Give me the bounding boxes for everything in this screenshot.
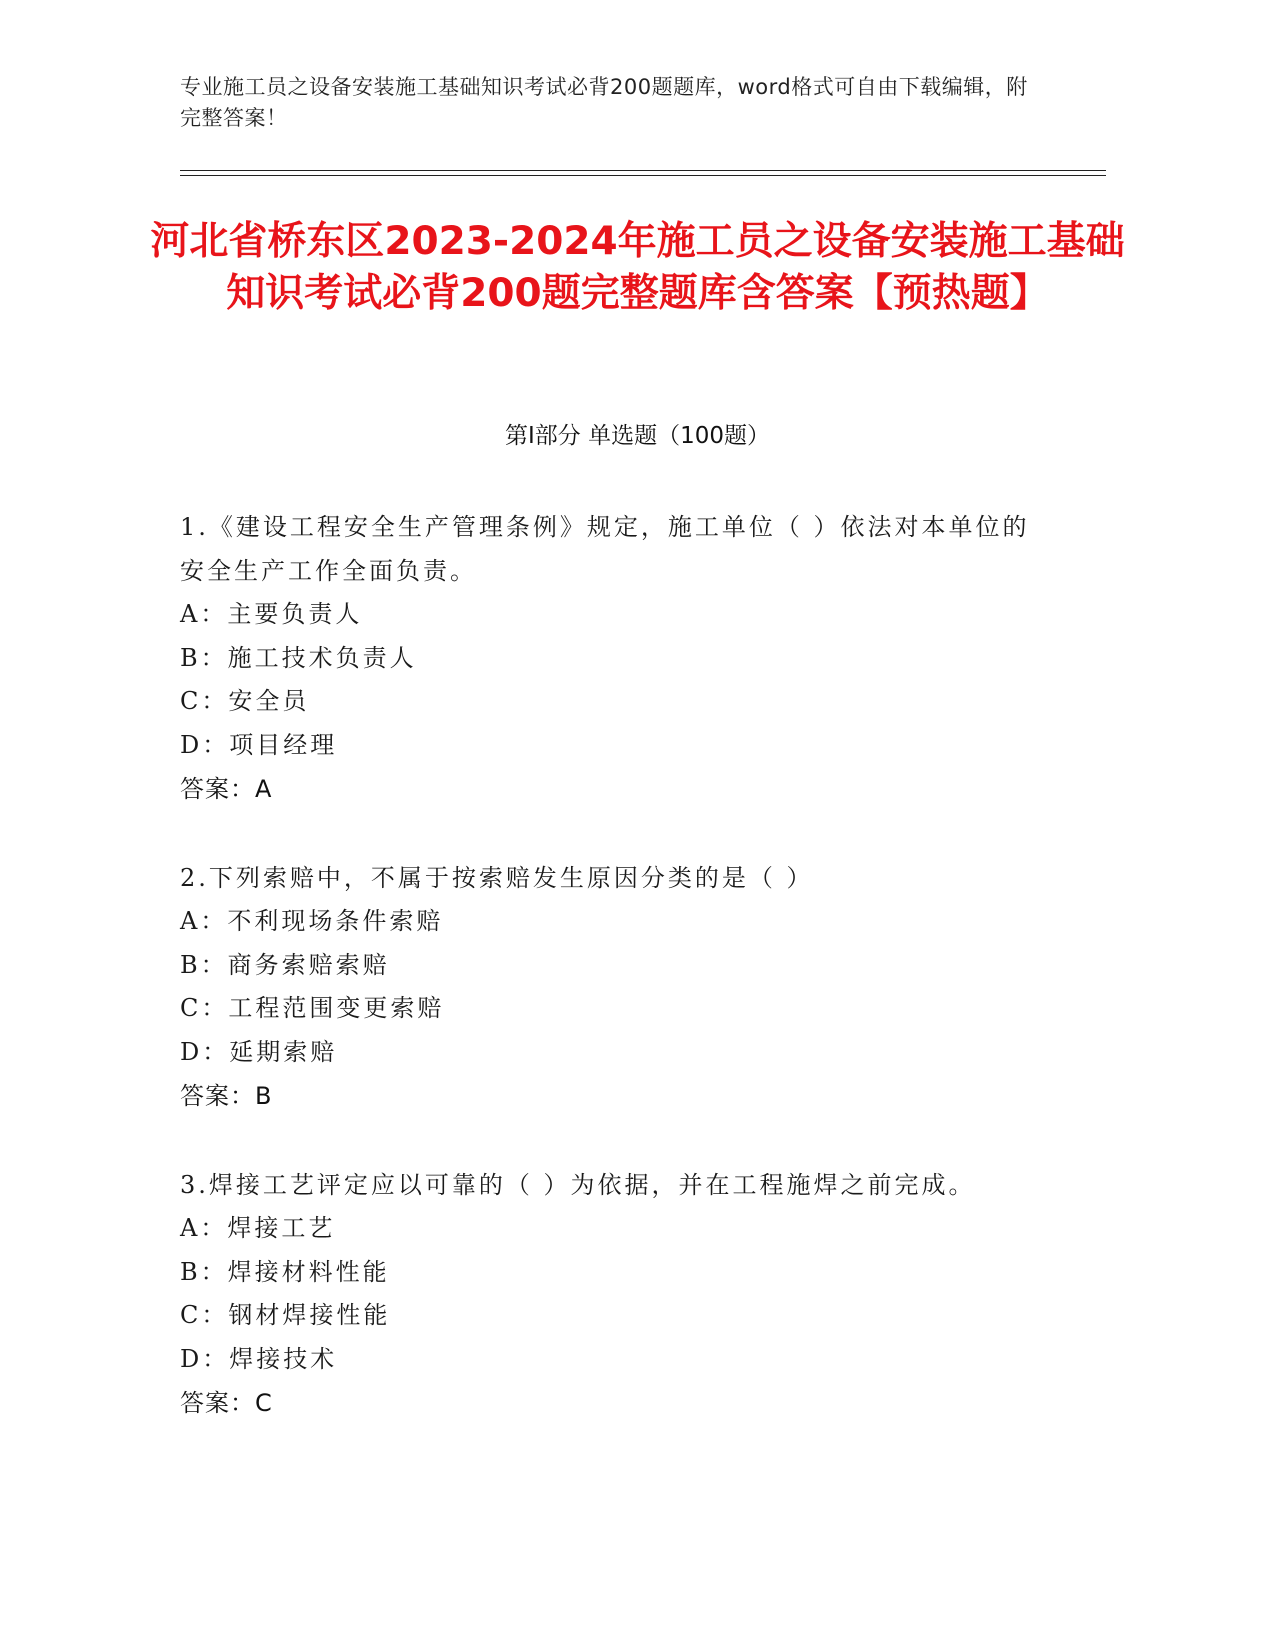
option-a: A：主要负责人 <box>180 600 363 628</box>
header-divider-bottom <box>180 175 1106 176</box>
question-stem: 3.焊接工艺评定应以可靠的（ ）为依据，并在工程施焊之前完成。 <box>180 1171 976 1199</box>
option-b: B：商务索赔索赔 <box>180 950 390 979</box>
document-title: 河北省桥东区2023-2024年施工员之设备安装施工基础知识考试必背200题完整题库含答案【预热题】 <box>150 219 1125 316</box>
question-stem: 2.下列索赔中，不属于按索赔发生原因分类的是（ ） <box>180 864 814 892</box>
question-answer: 答案：C <box>180 1389 273 1417</box>
question-stem: 1.《建设工程安全生产管理条例》规定，施工单位（ ）依法对本单位的安全生产工作全面负责。 <box>180 513 1030 585</box>
question-3 <box>180 1163 1040 1425</box>
question-2 <box>180 856 1040 1118</box>
option-a: A：不利现场条件索赔 <box>180 907 444 935</box>
option-d: D：项目经理 <box>180 730 338 759</box>
option-c: C：安全员 <box>180 687 310 715</box>
question-answer: 答案：A <box>180 775 273 803</box>
option-d: D：延期索赔 <box>180 1037 338 1066</box>
option-a: A：焊接工艺 <box>180 1214 336 1242</box>
option-c: C：工程范围变更索赔 <box>180 994 445 1022</box>
option-b: B：焊接材料性能 <box>180 1257 390 1286</box>
header-divider-top <box>180 170 1106 171</box>
question-1 <box>180 505 1040 811</box>
question-answer: 答案：B <box>180 1082 273 1110</box>
option-d: D：焊接技术 <box>180 1344 338 1373</box>
option-b: B：施工技术负责人 <box>180 643 417 672</box>
section-title: 第I部分 单选题（100题） <box>505 423 770 449</box>
question-list <box>180 505 1040 1470</box>
header-note: 专业施工员之设备安装施工基础知识考试必背200题题库，word格式可自由下载编辑，附完整答案！ <box>180 75 1028 130</box>
option-c: C：钢材焊接性能 <box>180 1301 391 1329</box>
